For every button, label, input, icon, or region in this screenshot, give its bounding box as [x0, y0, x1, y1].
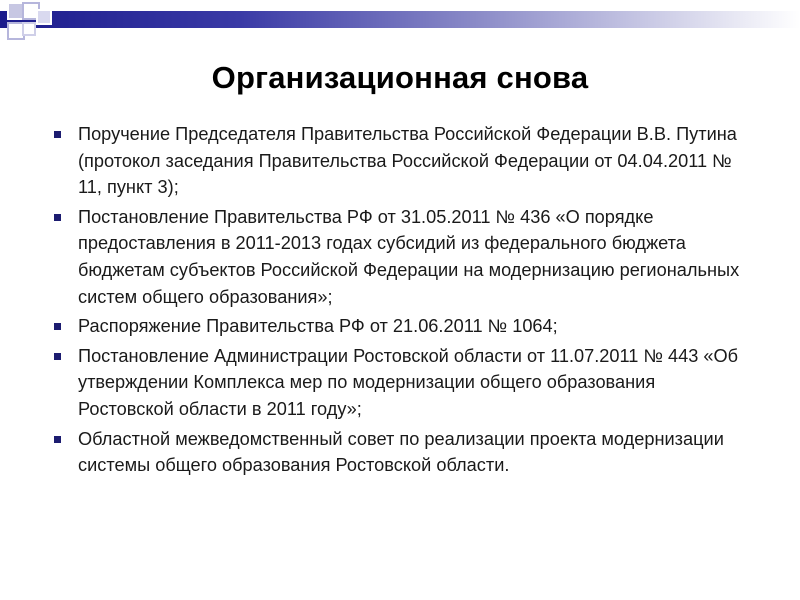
square-bullet-icon	[54, 323, 61, 330]
square-bullet-icon	[54, 436, 61, 443]
list-item-text: Поручение Председателя Правительства Российской Федерации В.В. Путина (протокол заседания Правительства Российской Федерации от 04.04.2011 № 11, пункт 3);	[78, 124, 737, 198]
list-item	[52, 313, 742, 340]
list-item	[52, 121, 742, 201]
list-item	[52, 426, 742, 479]
square-bullet-icon	[54, 131, 61, 138]
list-item-text: Постановление Администрации Ростовской области от 11.07.2011 № 443 «Об утверждении Комплекса мер по модернизации общего образования Ростовской области в 2011 году»;	[78, 345, 739, 419]
decorative-square-icon	[36, 9, 52, 25]
list-item	[52, 343, 742, 423]
list-item-text: Областной межведомственный совет по реализации проекта модернизации системы общего образования Ростовской области.	[78, 428, 724, 476]
header-gradient-bar	[0, 11, 800, 28]
decorative-square-icon	[22, 22, 36, 36]
slide-title: Организационная снова	[211, 60, 589, 95]
list-item-text: Постановление Правительства РФ от 31.05.2011 № 436 «О порядке предоставления в 2011-2013 годах субсидий из федерального бюджета бюджетам субъектов Российской Федерации на модернизацию региональных систем общего образования»;	[78, 206, 740, 307]
square-bullet-icon	[54, 353, 61, 360]
list-item-text: Распоряжение Правительства РФ от 21.06.2011 № 1064;	[78, 316, 558, 337]
square-bullet-icon	[54, 214, 61, 221]
list-item	[52, 204, 742, 310]
bullet-list	[52, 121, 742, 482]
